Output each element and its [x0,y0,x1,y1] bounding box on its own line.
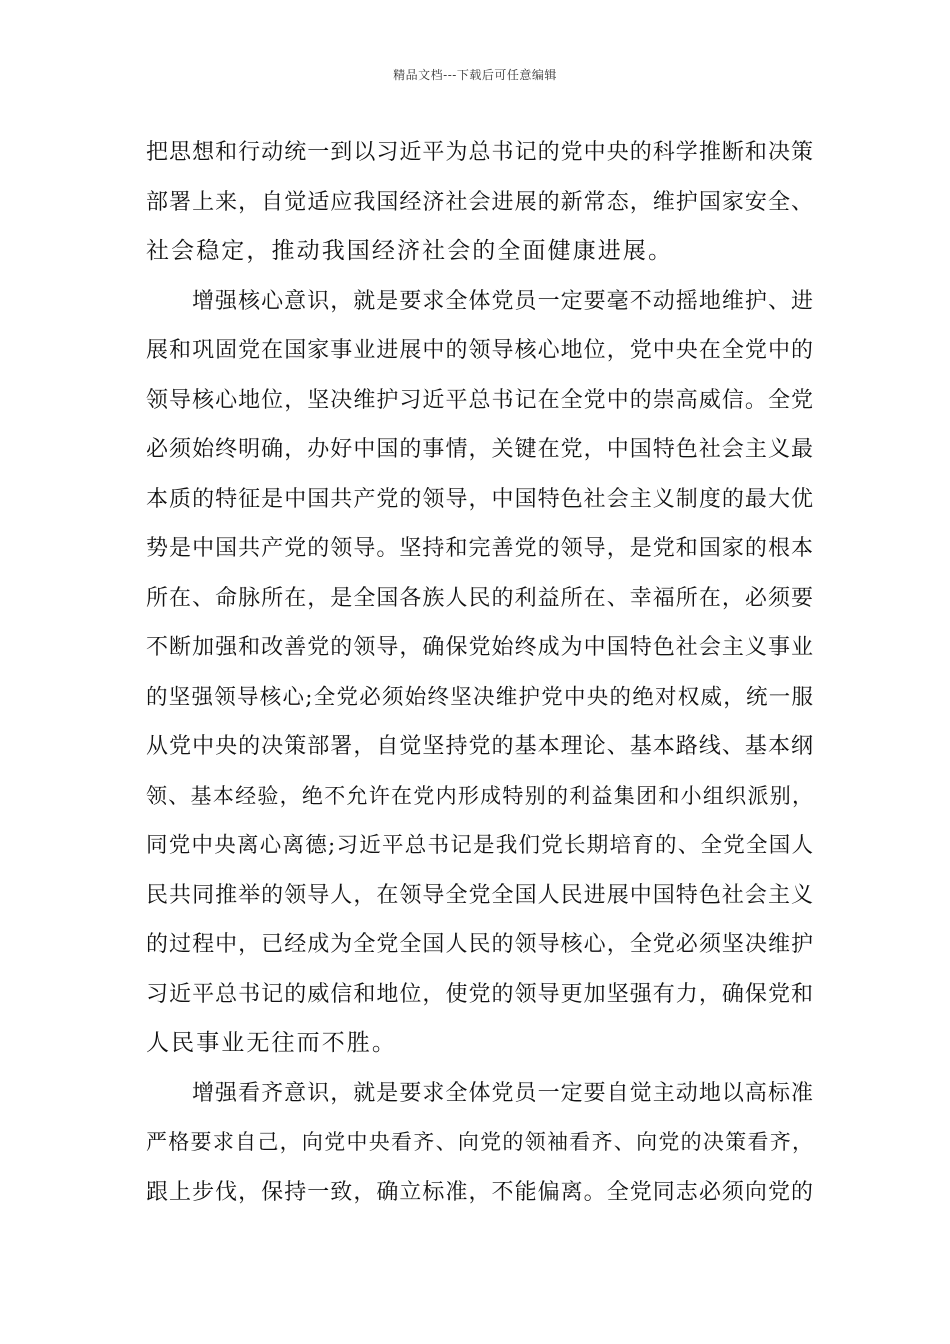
text-line: 本质的特征是中国共产党的领导，中国特色社会主义制度的最大优 [146,486,814,512]
text-line: 人民事业无往而不胜。 [146,1030,397,1056]
text-line: 势是中国共产党的领导。坚持和完善党的领导，是党和国家的根本 [146,536,814,561]
paragraph [146,277,814,1069]
text-line: 领、基本经验，绝不允许在党内形成特别的利益集团和小组织派别， [146,783,814,808]
text-line: 的过程中，已经成为全党全国人民的领导核心，全党必须坚决维护 [146,932,814,957]
page-header: 精品文档---下载后可任意编辑 [393,68,557,82]
text-line: 从党中央的决策部署，自觉坚持党的基本理论、基本路线、基本纲 [146,734,814,759]
paragraph [146,1069,814,1218]
text-line: 领导核心地位，坚决维护习近平总书记在全党中的崇高威信。全党 [146,387,814,413]
text-line: 民共同推举的领导人，在领导全党全国人民进展中国特色社会主义 [146,882,814,908]
text-line: 把思想和行动统一到以习近平为总书记的党中央的科学推断和决策 [146,140,814,165]
paragraph [146,128,814,277]
text-line: 严格要求自己，向党中央看齐、向党的领袖看齐、向党的决策看齐， [146,1130,814,1154]
text-line: 社会稳定，推动我国经济社会的全面健康进展。 [146,238,674,264]
text-line: 的坚强领导核心;全党必须始终坚决维护党中央的绝对权威，统一服 [146,684,814,710]
text-line: 增强核心意识，就是要求全体党员一定要毫不动摇地维护、进 [192,288,814,314]
text-line: 跟上步伐，保持一致，确立标准，不能偏离。全党同志必须向党的 [146,1179,814,1205]
text-line: 部署上来，自觉适应我国经济社会进展的新常态，维护国家安全、 [146,189,814,215]
text-line: 不断加强和改善党的领导，确保党始终成为中国特色社会主义事业 [146,635,814,660]
text-line: 增强看齐意识，就是要求全体党员一定要自觉主动地以高标准 [192,1080,814,1106]
text-line: 习近平总书记的威信和地位，使党的领导更加坚强有力，确保党和 [146,981,814,1007]
text-line: 所在、命脉所在，是全国各族人民的利益所在、幸福所在，必须要 [146,585,814,611]
text-line: 同党中央离心离德;习近平总书记是我们党长期培育的、全党全国人 [146,833,814,858]
text-line: 必须始终明确，办好中国的事情，关键在党，中国特色社会主义最 [146,437,814,462]
text-line: 展和巩固党在国家事业进展中的领导核心地位，党中央在全党中的 [146,338,814,363]
document-body [146,128,814,1217]
